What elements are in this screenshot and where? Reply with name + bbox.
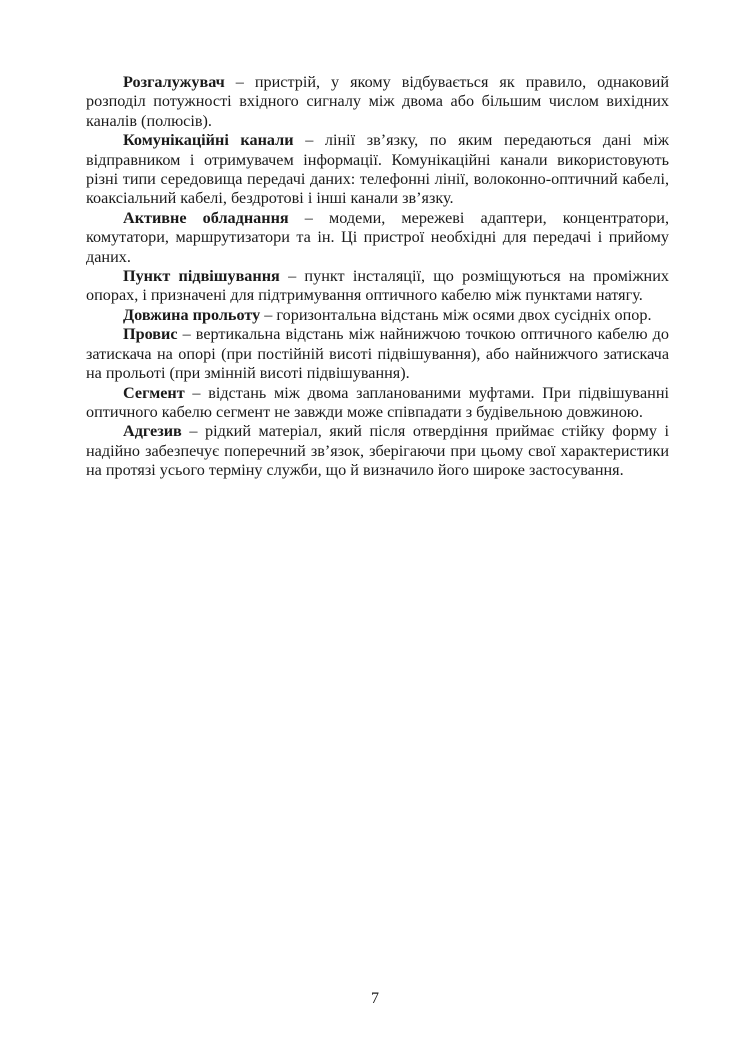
definition-term: Довжина прольоту <box>123 305 261 324</box>
definition-term: Сегмент <box>123 383 185 402</box>
definition-term: Адгезив <box>123 422 182 441</box>
definition-term: Активне обладнання <box>123 208 289 227</box>
definition-term: Розгалужувач <box>123 73 225 91</box>
definition-text: – пункт інсталяції, що розміщуються на проміжних опорах, і призначені для підтримування оптичного кабелю між пунктами натягу. <box>86 267 669 305</box>
document-body <box>86 73 669 481</box>
definition-text: – лінії зв’язку, по яким передаються дані між відправником і отримувачем інформації. Комунікаційні канали використовують різні типи середовища передачі даних: телефонні лінії, волоконно-оптичний кабелі, коаксіальний кабелі, бездротові і інші канали зв’язку. <box>86 131 669 208</box>
definition-term: Пункт підвішування <box>123 267 280 286</box>
definition-text: – модеми, мережеві адаптери, концентратори, комутатори, маршрутизатори та ін. Ці пристрої необхідні для передачі і прийому даних. <box>86 208 669 266</box>
definition-text: – рідкий матеріал, який після отвердіння приймає стійку форму і надійно забезпечує поперечний зв’язок, зберігаючи при цьому свої характеристики на протязі усього терміну служби, що й визначило його широке застосування. <box>86 422 669 480</box>
definition-term: Провис <box>123 325 178 344</box>
definition-term: Комунікаційні канали <box>123 131 294 150</box>
definition-text: – вертикальна відстань між найнижчою точкою оптичного кабелю до затискача на опорі (при постійній висоті підвішування), або найнижчого затискача на прольоті (при змінній висоті підвішування). <box>86 325 669 383</box>
definition-text: – горизонтальна відстань між осями двох сусідніх опор. <box>260 305 652 324</box>
definition-paragraph <box>86 267 669 306</box>
definition-paragraph <box>86 209 669 267</box>
definition-paragraph <box>86 306 669 325</box>
definition-paragraph <box>86 422 669 480</box>
definition-paragraph <box>86 325 669 383</box>
definition-paragraph <box>86 73 669 131</box>
definition-text: – пристрій, у якому відбувається як правило, однаковий розподіл потужності вхідного сигналу між двома або більшим числом вихідних каналів (полюсів). <box>86 73 669 130</box>
definition-paragraph <box>86 384 669 423</box>
definition-paragraph <box>86 131 669 209</box>
definition-text: – відстань між двома запланованими муфтами. При підвішуванні оптичного кабелю сегмент не завжди може співпадати з будівельною довжиною. <box>86 383 669 421</box>
page-number: 7 <box>371 990 379 1007</box>
